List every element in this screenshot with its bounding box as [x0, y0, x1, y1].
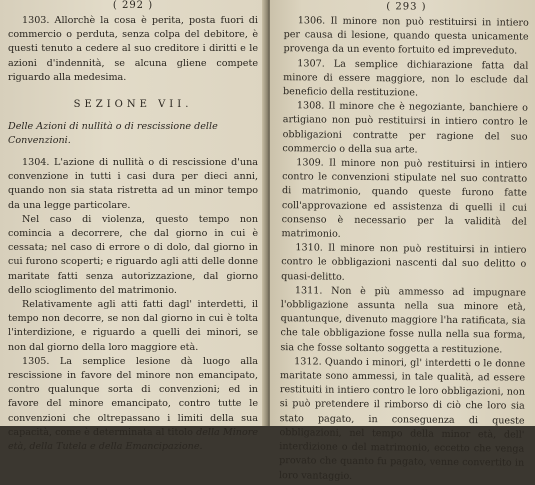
article-1304: 1304. L'azione di nullità o di rescissione d'una convenzione in tutti i casi dura per dieci anni, quando non sia stata ristretta ad un minor tempo da una legge particolare. [8, 157, 258, 211]
page-number-left: ( 292 ) [112, 0, 154, 11]
article-1310: 1310. Il minore non può restituirsi in intiero contro le obbligazioni nascenti dal suo delitto o quasi-delitto. [281, 242, 527, 283]
article-1305-title-ref: della Minore età, della Tutela e della Emancipazione. [8, 426, 258, 453]
left-page [0, 0, 266, 453]
article-1305-text: 1305. La semplice lesione dà luogo alla rescissione in favore del minore non emancipato, contro qualunque sorta di convenzioni; ed in favore del minore emancipato, contro tutte le convenzioni che oltrepassano i limiti della sua capacità, come è determinata al titolo [8, 355, 258, 438]
section-title: SEZIONE VII. [73, 99, 193, 111]
article-1309: 1309. Il minore non può restituirsi in intiero contro le convenzioni stipulate nel suo contratto di matrimonio, quando queste furono fatte coll'approvazione ed assistenza di quelli il cui consenso è necessario per la validità del matrimonio. [281, 157, 528, 240]
article-1306: 1306. Il minore non può restituirsi in intiero per causa di lesione, quando questa unicamente provenga da un evento fortuito ed impreveduto. [283, 15, 529, 57]
right-page [270, 0, 535, 482]
section-heading: Delle Azioni di nullità o di rescissione delle Convenzioni. [8, 121, 218, 147]
paragraph-interdetti: Relativamente agli atti fatti dagl' interdetti, il tempo non decorre, se non dal giorno in cui è tolta l'interdizione, e riguardo a quelli dei minori, se non dal giorno della loro maggiore età. [8, 299, 258, 353]
article-1311: 1311. Non è più ammesso ad impugnare l'obbligazione assunta nella sua minore età, quantunque, divenuto maggiore l'ha ratificata, sia che tale obbligazione fosse nulla nella sua forma, sia che fosse soltanto soggetta a restituzione. [280, 285, 527, 356]
article-1312: 1312. Quando i minori, gl' interdetti o le donne maritate sono ammessi, in tale qualità, ad essere restituiti in intiero contro le loro obbligazioni, non si può pretendere il rimborso di ciò che loro sia stato pagato, in conseguenza di queste obbligazioni, nel tempo della minor età, dell' interdizione o del matrimonio, eccetto che venga provato che quanto fu pagato, venne convertito in loro vantaggio. [278, 356, 526, 482]
article-1305 [8, 355, 258, 454]
article-1303: 1303. Allorchè la cosa è perita, posta fuori di commercio o perduta, senza colpa del debitore, è questi tenuto a cedere al suo creditore i diritti e le azioni d'indennità, se alcuna gliene compete riguardo alla medesima. [8, 15, 258, 83]
page-number-right: ( 293 ) [386, 1, 427, 13]
article-1308: 1308. Il minore che è negoziante, banchiere o artigiano non può restituirsi in intiero contro le obbligazioni contratte per ragione del suo commercio o della sua arte. [282, 100, 528, 156]
article-1307: 1307. La semplice dichiarazione fatta dal minore di essere maggiore, non lo esclude dal beneficio della restituzione. [282, 57, 529, 99]
paragraph-violenza: Nel caso di violenza, questo tempo non comincia a decorrere, che dal giorno in cui è cessata; nel caso di errore o di dolo, dal giorno in cui furono scoperti; e riguardo agli atti delle donne maritate fatti senza autorizzazione, dal giorno dello scioglimento del matrimonio. [8, 213, 258, 296]
